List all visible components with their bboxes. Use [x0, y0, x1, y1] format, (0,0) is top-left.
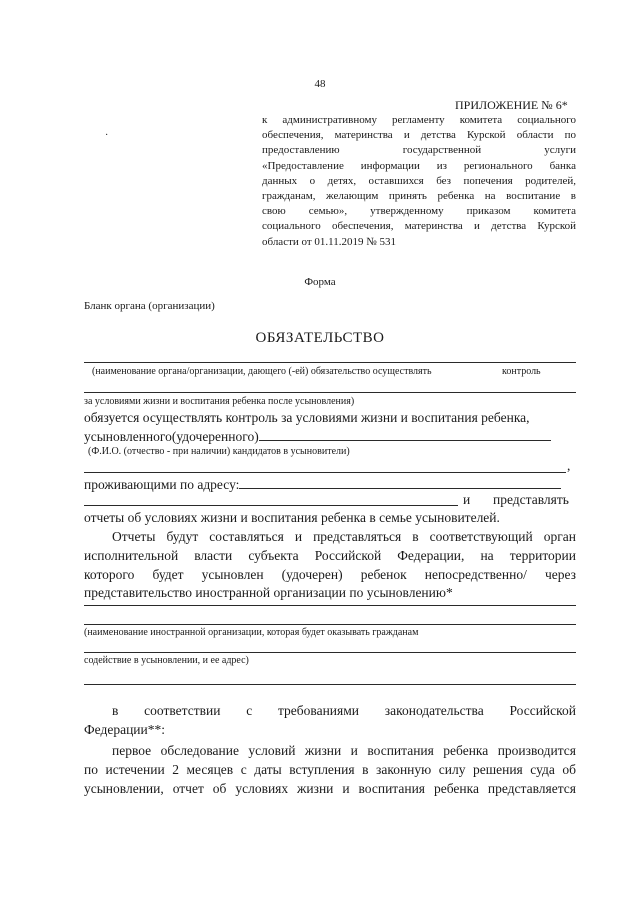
present-text: представлять — [493, 492, 569, 507]
appendix-line: области от 01.11.2019 № 531 — [262, 235, 397, 248]
reports-line: представительство иностранной организации по усыновлению* — [84, 585, 453, 601]
law-line: в соответствии с требованиями законодательства Российской — [112, 703, 576, 718]
appendix-line: данных о детях, оставшихся без попечения родителей, — [262, 174, 576, 187]
fill-line-address-2[interactable] — [84, 505, 458, 506]
exam-line: усыновлении, отчет об условиях жизни и воспитания ребенка представляется — [84, 780, 576, 796]
hint-foreign-org-2: содействие в усыновлении, и ее адрес) — [84, 655, 249, 666]
residing-label: проживающими по адресу: — [84, 477, 240, 492]
hint-foreign-org: (наименование иностранной организации, которая будет оказывать гражданам — [84, 627, 419, 638]
exam-line: первое обследование условий жизни и воспитания ребенка производится — [112, 743, 576, 758]
appendix-line: к административному регламенту комитета социального — [262, 114, 576, 126]
hint-organization-control: контроль — [502, 366, 541, 377]
law-line: Федерации**: — [84, 721, 166, 737]
appendix-line: предоставлению государственной услуги — [262, 144, 576, 157]
margin-mark: · — [105, 130, 109, 141]
commitment-text-2 — [84, 428, 551, 445]
appendix-line: свою семью», утвержденному приказом комитета — [262, 205, 576, 218]
fill-line-organization-2[interactable] — [84, 392, 576, 393]
law-paragraph — [84, 702, 576, 740]
reports-line: исполнительной власти субъекта Российской Федерации, на территории — [84, 547, 576, 563]
document-title: ОБЯЗАТЕЛЬСТВО — [255, 330, 385, 346]
exam-line: по истечении 2 месяцев с даты вступления в законную силу решения суда об — [84, 761, 576, 777]
fill-line-foreign-org-3[interactable] — [84, 652, 576, 653]
appendix-line: социального обеспечения, материнства и детства Курской — [262, 220, 576, 233]
fill-line-foreign-org-4[interactable] — [84, 684, 576, 685]
residing-text — [84, 476, 561, 493]
hint-organization: (наименование органа/организации, дающего (-ей) обязательство осуществлять — [92, 366, 432, 377]
fill-line-foreign-org-2[interactable] — [84, 624, 576, 625]
fill-line-organization[interactable] — [84, 362, 576, 363]
appendix-title: ПРИЛОЖЕНИЕ № 6* — [455, 98, 568, 112]
fill-line-address[interactable] — [239, 476, 561, 489]
appendix-body — [262, 113, 576, 250]
reports-line: Отчеты будут составляться и представляться в соответствующий орган — [112, 529, 576, 544]
commitment-text-1: обязуется осуществлять контроль за условиями жизни и воспитания ребенка, — [84, 410, 530, 425]
fill-line-adopted[interactable] — [259, 428, 551, 441]
reports-paragraph — [84, 528, 576, 603]
fill-line-candidates[interactable] — [84, 472, 566, 473]
page-number: 48 — [314, 78, 326, 90]
reports-line: которого будет усыновлен (удочерен) ребенок непосредственно/ через — [84, 566, 576, 582]
adopted-label: усыновленного(удочеренного) — [84, 429, 259, 444]
appendix-line: гражданам, желающим принять ребенка на воспитание в — [262, 190, 576, 203]
blank-label: Бланк органа (организации) — [84, 300, 215, 312]
fill-line-foreign-org[interactable] — [84, 605, 576, 606]
hint-organization-2: за условиями жизни и воспитания ребенка после усыновления) — [84, 396, 355, 407]
appendix-line: обеспечения, материнства и детства Курской области по — [262, 129, 576, 142]
hint-fio: (Ф.И.О. (отчество - при наличии) кандидатов в усыновители) — [88, 446, 350, 457]
examination-paragraph — [84, 742, 576, 798]
and-text: и — [463, 492, 471, 507]
comma: , — [567, 458, 571, 473]
form-label: Форма — [304, 276, 336, 288]
appendix-line: «Предоставление информации из регионального банка — [262, 159, 576, 172]
reports-line: отчеты об условиях жизни и воспитания ребенка в семье усыновителей. — [84, 510, 500, 525]
